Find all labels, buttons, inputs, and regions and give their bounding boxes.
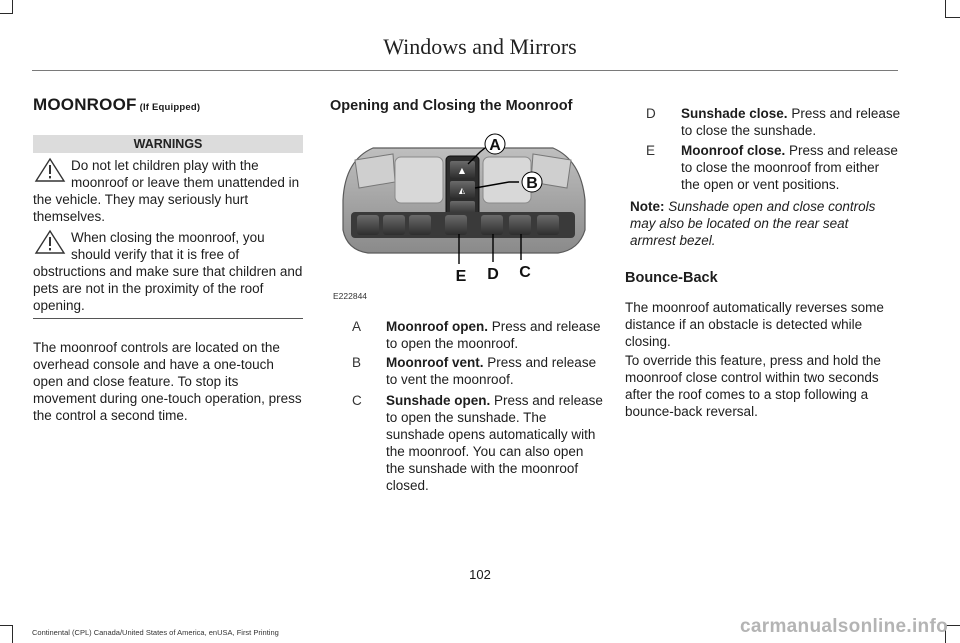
svg-text:▲: ▲: [458, 166, 466, 175]
warning-text-2-line-2: should verify that it is free of: [71, 247, 240, 262]
warning-text-1-line-1: Do not let children play with the: [71, 158, 259, 173]
item-e-line-1: Moonroof close. Press and release: [681, 143, 898, 158]
warning-triangle-icon: [34, 157, 66, 183]
item-key-c: C: [352, 393, 362, 408]
bounce-p1-line-1: The moonroof automatically reverses some: [625, 300, 884, 315]
warning-text-1-line-4: themselves.: [33, 209, 106, 224]
bounce-back-heading: Bounce-Back: [625, 270, 718, 286]
section-subheading: Opening and Closing the Moonroof: [330, 98, 573, 114]
bounce-p1-line-3: closing.: [625, 334, 671, 349]
item-c-line-5: the sunshade with the moonroof: [386, 461, 579, 476]
bounce-p2-line-2: moonroof close control within two seconds: [625, 370, 879, 385]
bounce-p2-line-4: bounce-back reversal.: [625, 404, 758, 419]
callout-d: D: [487, 266, 499, 283]
figure-code: E222844: [333, 291, 368, 301]
note-line-2: may also be located on the rear seat: [630, 216, 849, 231]
watermark[interactable]: carmanualsonline.info: [740, 616, 948, 637]
item-e-line-2: to close the moonroof from either: [681, 160, 880, 175]
header-divider: [32, 70, 898, 71]
body-line-4: movement during one-touch operation, press: [33, 391, 302, 406]
callout-c: C: [519, 264, 531, 281]
warning-text-2-line-5: opening.: [33, 298, 85, 313]
item-b-line-1: Moonroof vent. Press and release: [386, 355, 597, 370]
body-line-5: the control a second time.: [33, 408, 188, 423]
warning-text-1-line-2: moonroof or leave them unattended in: [71, 175, 300, 190]
item-c-line-1: Sunshade open. Press and release: [386, 393, 603, 408]
item-c-line-3: sunshade opens automatically with: [386, 427, 596, 442]
warnings-banner: WARNINGS: [33, 135, 303, 153]
crop-mark: [0, 625, 13, 626]
svg-text:◭: ◭: [458, 186, 466, 195]
crop-mark: [945, 0, 946, 18]
body-line-3: open and close feature. To stop its: [33, 374, 239, 389]
crop-mark: [12, 0, 13, 14]
page-title: Windows and Mirrors: [383, 34, 577, 59]
item-d-line-2: to close the sunshade.: [681, 123, 817, 138]
bounce-p1-line-2: distance if an obstacle is detected while: [625, 317, 863, 332]
item-c-line-6: closed.: [386, 478, 429, 493]
warning-text-1-line-3: the vehicle. They may seriously hurt: [33, 192, 249, 207]
item-a-line-2: to open the moonroof.: [386, 336, 519, 351]
item-c-line-4: the moonroof. You can also open: [386, 444, 584, 459]
body-line-1: The moonroof controls are located on the: [33, 340, 280, 355]
crop-mark: [0, 13, 13, 14]
bounce-p2-line-3: after the roof comes to a stop following a: [625, 387, 869, 402]
warning-text-2-line-4: pets are not in the proximity of the roof: [33, 281, 264, 296]
bounce-p2-line-1: To override this feature, press and hold the: [625, 353, 881, 368]
item-a-line-1: Moonroof open. Press and release: [386, 319, 601, 334]
callout-e: E: [455, 268, 467, 285]
item-e-line-3: the open or vent positions.: [681, 177, 840, 192]
note-line-3: armrest bezel.: [630, 233, 716, 248]
warning-text-2-line-3: obstructions and make sure that children and: [33, 264, 303, 279]
warning-text-2-line-1: When closing the moonroof, you: [71, 230, 265, 245]
crop-mark: [12, 625, 13, 643]
item-key-b: B: [352, 355, 362, 370]
section-title: MOONROOF: [33, 95, 137, 114]
item-b-line-2: to vent the moonroof.: [386, 372, 514, 387]
item-key-a: A: [352, 319, 362, 334]
note-line-1: Note: Sunshade open and close controls: [630, 199, 876, 214]
body-line-2: overhead console and have a one-touch: [33, 357, 274, 372]
item-c-line-2: to open the sunshade. The: [386, 410, 547, 425]
warnings-divider: [33, 318, 303, 319]
edition-line: Continental (CPL) Canada/United States of America, enUSA, First Printing: [32, 628, 279, 637]
warning-triangle-icon: [34, 229, 66, 255]
item-key-e: E: [646, 143, 656, 158]
callout-a: A: [489, 137, 501, 154]
section-note: (If Equipped): [139, 102, 201, 113]
crop-mark: [945, 17, 960, 18]
page-number: 102: [469, 567, 491, 582]
overhead-console-illustration: [333, 130, 593, 295]
item-d-line-1: Sunshade close. Press and release: [681, 106, 901, 121]
section-heading: [33, 95, 200, 115]
callout-b: B: [526, 175, 538, 192]
item-key-d: D: [646, 106, 656, 121]
